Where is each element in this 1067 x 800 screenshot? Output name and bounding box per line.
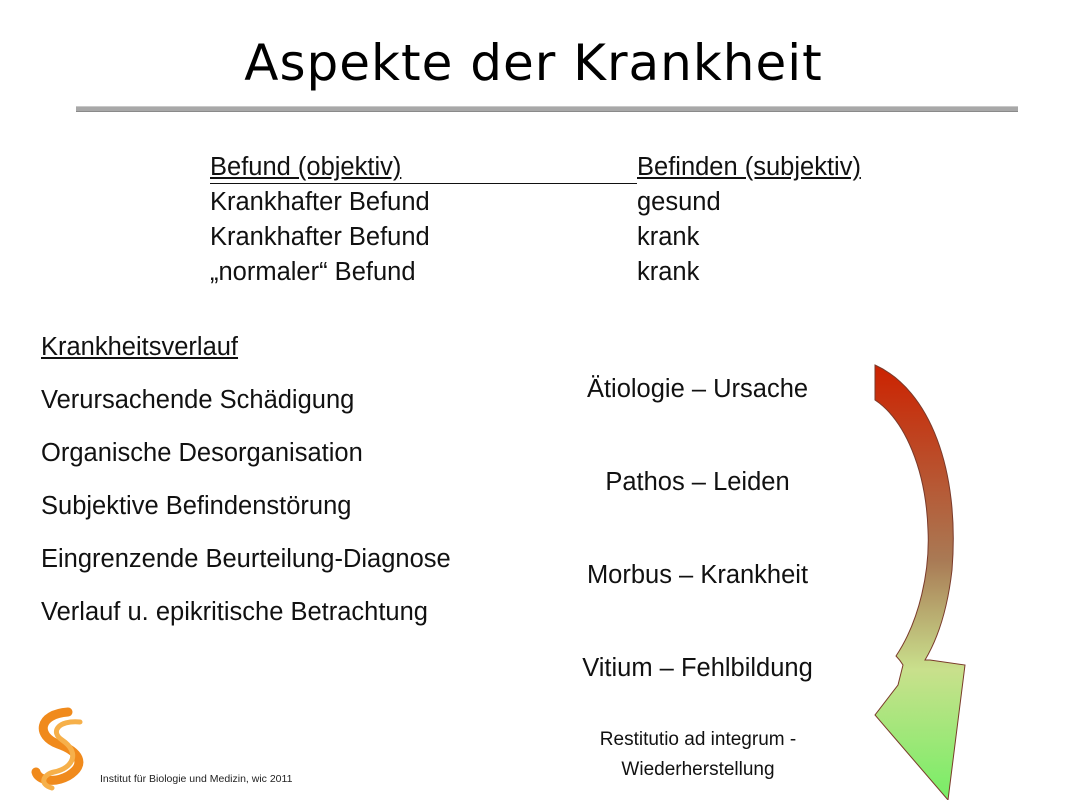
term-item: Vitium – Fehlbildung xyxy=(582,654,813,682)
dna-helix-logo-icon xyxy=(28,706,98,792)
befund-column xyxy=(210,150,630,290)
restitutio-line: Restitutio ad integrum - xyxy=(599,729,797,750)
befund-cell: Krankhafter Befund xyxy=(210,223,430,251)
term-item: Ätiologie – Ursache xyxy=(586,375,809,403)
curved-arrow-down-icon xyxy=(860,360,970,800)
befinden-column xyxy=(637,150,937,290)
course-item: Eingrenzende Beurteilung-Diagnose xyxy=(41,545,451,573)
befund-cell: Krankhafter Befund xyxy=(210,188,430,216)
title-divider xyxy=(76,106,1018,112)
slide-title: Aspekte der Krankheit xyxy=(244,34,823,92)
befinden-header: Befinden (subjektiv) xyxy=(637,153,861,181)
befinden-cell: krank xyxy=(637,258,700,286)
befinden-cell: gesund xyxy=(637,188,721,216)
restitutio-line: Wiederherstellung xyxy=(621,759,775,780)
course-heading: Krankheitsverlauf xyxy=(41,333,239,361)
course-item: Organische Desorganisation xyxy=(41,439,363,467)
course-item: Subjektive Befindenstörung xyxy=(41,492,352,520)
restitutio-text xyxy=(548,725,848,785)
befund-cell: „normaler“ Befund xyxy=(210,258,416,286)
term-item: Pathos – Leiden xyxy=(605,468,790,496)
befinden-cell: krank xyxy=(637,223,700,251)
term-item: Morbus – Krankheit xyxy=(586,561,809,589)
befund-header: Befund (objektiv) xyxy=(210,153,402,181)
course-item: Verlauf u. epikritische Betrachtung xyxy=(41,598,428,626)
course-item: Verursachende Schädigung xyxy=(41,386,355,414)
footer-institute: Institut für Biologie und Medizin, wic 2011 xyxy=(100,773,293,785)
course-list xyxy=(41,330,451,648)
